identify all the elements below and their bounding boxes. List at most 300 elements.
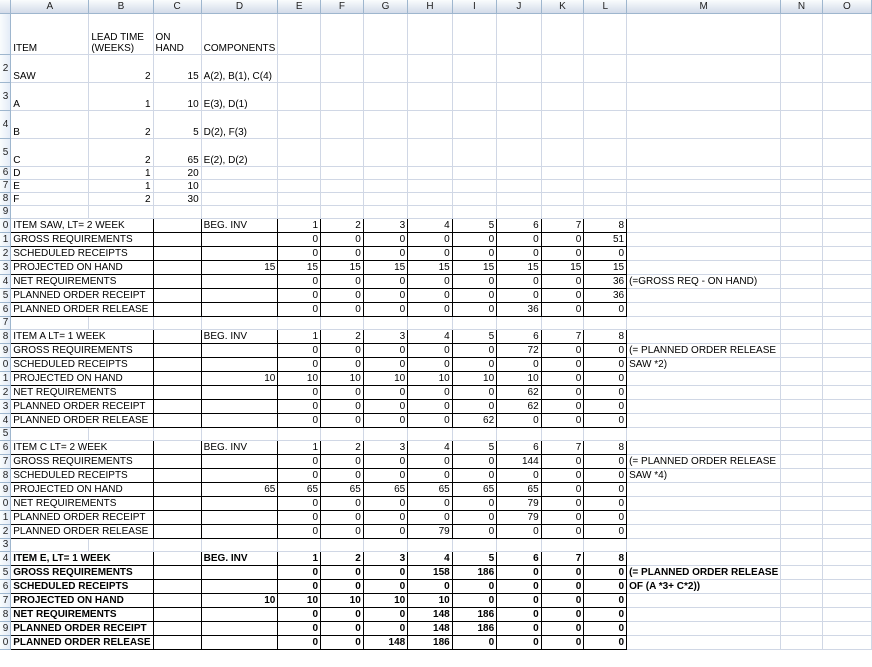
cell[interactable]: [278, 179, 321, 192]
period-value-cell[interactable]: 0: [584, 510, 627, 524]
item-name-cell[interactable]: B: [11, 110, 89, 138]
period-value-cell[interactable]: 0: [541, 357, 584, 371]
cell[interactable]: [781, 621, 822, 635]
beginning-inventory-cell[interactable]: BEG. INV: [201, 329, 278, 343]
column-header[interactable]: A: [11, 0, 89, 13]
cell[interactable]: [781, 440, 822, 454]
period-value-cell[interactable]: 0: [363, 246, 407, 260]
cell[interactable]: [822, 166, 871, 179]
cell[interactable]: [781, 635, 822, 649]
period-value-cell[interactable]: 0: [452, 385, 496, 399]
cell[interactable]: [822, 565, 871, 579]
period-value-cell[interactable]: 0: [584, 565, 627, 579]
cell[interactable]: [153, 218, 201, 232]
column-header[interactable]: B: [89, 0, 153, 13]
period-value-cell[interactable]: 0: [321, 607, 364, 621]
on-hand-cell[interactable]: 65: [153, 138, 201, 166]
lead-time-cell[interactable]: 1: [89, 166, 153, 179]
cell[interactable]: [781, 371, 822, 385]
period-value-cell[interactable]: 0: [321, 579, 364, 593]
beginning-inventory-cell[interactable]: [201, 385, 278, 399]
cell[interactable]: [822, 54, 871, 82]
period-value-cell[interactable]: 0: [584, 413, 627, 427]
row-header[interactable]: 4: [0, 551, 11, 565]
period-value-cell[interactable]: 0: [278, 565, 321, 579]
row-header[interactable]: 3: [0, 82, 11, 110]
period-value-cell[interactable]: 36: [584, 274, 627, 288]
beginning-inventory-cell[interactable]: [201, 413, 278, 427]
lead-time-column-header[interactable]: LEAD TIME (WEEKS): [89, 13, 153, 54]
period-value-cell[interactable]: 0: [321, 496, 364, 510]
cell[interactable]: [822, 427, 871, 440]
period-value-cell[interactable]: 0: [321, 385, 364, 399]
period-value-cell[interactable]: 6: [497, 329, 541, 343]
cell[interactable]: [452, 427, 496, 440]
period-value-cell[interactable]: 0: [541, 565, 584, 579]
period-value-cell[interactable]: 3: [363, 329, 407, 343]
row-header[interactable]: 2: [0, 54, 11, 82]
period-value-cell[interactable]: 0: [363, 607, 407, 621]
period-value-cell[interactable]: 79: [497, 496, 541, 510]
row-header[interactable]: 3: [0, 260, 11, 274]
components-column-header[interactable]: COMPONENTS: [201, 13, 278, 54]
period-value-cell[interactable]: 7: [541, 329, 584, 343]
period-value-cell[interactable]: 0: [584, 399, 627, 413]
cell[interactable]: [321, 538, 364, 551]
period-value-cell[interactable]: 3: [363, 440, 407, 454]
cell[interactable]: [822, 179, 871, 192]
period-value-cell[interactable]: 0: [584, 302, 627, 316]
cell[interactable]: [408, 166, 452, 179]
cell[interactable]: [408, 205, 452, 218]
period-value-cell[interactable]: 0: [363, 413, 407, 427]
period-value-cell[interactable]: 0: [584, 371, 627, 385]
period-value-cell[interactable]: 4: [408, 329, 452, 343]
beginning-inventory-cell[interactable]: [201, 274, 278, 288]
period-value-cell[interactable]: 5: [452, 440, 496, 454]
row-header[interactable]: 0: [0, 635, 11, 649]
period-value-cell[interactable]: 2: [321, 329, 364, 343]
period-value-cell[interactable]: 0: [278, 343, 321, 357]
period-value-cell[interactable]: 0: [363, 468, 407, 482]
row-header[interactable]: 3: [0, 399, 11, 413]
mrp-row-label[interactable]: GROSS REQUIREMENTS: [11, 232, 153, 246]
formula-note[interactable]: [627, 510, 781, 524]
period-value-cell[interactable]: 0: [541, 579, 584, 593]
period-value-cell[interactable]: 0: [321, 302, 364, 316]
formula-note[interactable]: (= PLANNED ORDER RELEASE: [627, 343, 781, 357]
period-value-cell[interactable]: 0: [541, 621, 584, 635]
period-value-cell[interactable]: 186: [452, 621, 496, 635]
period-value-cell[interactable]: 0: [408, 385, 452, 399]
cell[interactable]: [627, 427, 781, 440]
period-value-cell[interactable]: 0: [278, 635, 321, 649]
period-value-cell[interactable]: 0: [452, 468, 496, 482]
cell[interactable]: [781, 357, 822, 371]
period-value-cell[interactable]: 10: [408, 593, 452, 607]
cell[interactable]: [822, 192, 871, 205]
period-value-cell[interactable]: 0: [278, 579, 321, 593]
row-header[interactable]: 7: [0, 316, 11, 329]
lead-time-cell[interactable]: 1: [89, 82, 153, 110]
cell[interactable]: [781, 593, 822, 607]
cell[interactable]: [201, 538, 278, 551]
cell[interactable]: [822, 524, 871, 538]
cell[interactable]: [153, 635, 201, 649]
row-header[interactable]: 1: [0, 510, 11, 524]
cell[interactable]: [781, 524, 822, 538]
beginning-inventory-cell[interactable]: [201, 302, 278, 316]
cell[interactable]: [781, 260, 822, 274]
row-header[interactable]: 3: [0, 538, 11, 551]
period-value-cell[interactable]: 0: [541, 593, 584, 607]
row-header[interactable]: 6: [0, 440, 11, 454]
cell[interactable]: [822, 232, 871, 246]
cell[interactable]: [822, 579, 871, 593]
period-value-cell[interactable]: 51: [584, 232, 627, 246]
period-value-cell[interactable]: 0: [321, 288, 364, 302]
period-value-cell[interactable]: 0: [363, 385, 407, 399]
period-value-cell[interactable]: 0: [452, 593, 496, 607]
on-hand-column-header[interactable]: ON HAND: [153, 13, 201, 54]
formula-note[interactable]: [627, 385, 781, 399]
cell[interactable]: [363, 179, 407, 192]
period-value-cell[interactable]: 186: [408, 635, 452, 649]
cell[interactable]: [584, 13, 627, 54]
period-value-cell[interactable]: 0: [408, 399, 452, 413]
cell[interactable]: [201, 427, 278, 440]
period-value-cell[interactable]: 0: [278, 510, 321, 524]
beginning-inventory-cell[interactable]: [201, 621, 278, 635]
row-header[interactable]: 7: [0, 454, 11, 468]
row-header[interactable]: 0: [0, 496, 11, 510]
period-value-cell[interactable]: 0: [452, 496, 496, 510]
cell[interactable]: [822, 246, 871, 260]
period-value-cell[interactable]: 0: [408, 288, 452, 302]
period-value-cell[interactable]: 0: [278, 468, 321, 482]
period-value-cell[interactable]: 0: [497, 468, 541, 482]
mrp-row-label[interactable]: PLANNED ORDER RELEASE: [11, 635, 153, 649]
cell[interactable]: [321, 82, 364, 110]
cell[interactable]: [153, 621, 201, 635]
period-value-cell[interactable]: 65: [278, 482, 321, 496]
cell[interactable]: [153, 593, 201, 607]
cell[interactable]: [781, 54, 822, 82]
period-value-cell[interactable]: 186: [452, 607, 496, 621]
lead-time-cell[interactable]: 2: [89, 54, 153, 82]
period-value-cell[interactable]: 0: [278, 621, 321, 635]
beginning-inventory-cell[interactable]: [201, 579, 278, 593]
cell[interactable]: [781, 110, 822, 138]
period-value-cell[interactable]: 65: [363, 482, 407, 496]
item-column-header[interactable]: ITEM: [11, 13, 89, 54]
cell[interactable]: [153, 357, 201, 371]
cell[interactable]: [153, 246, 201, 260]
period-value-cell[interactable]: 65: [452, 482, 496, 496]
period-value-cell[interactable]: 8: [584, 551, 627, 565]
cell[interactable]: [153, 496, 201, 510]
period-value-cell[interactable]: 1: [278, 551, 321, 565]
period-value-cell[interactable]: 0: [321, 413, 364, 427]
period-value-cell[interactable]: 0: [541, 482, 584, 496]
mrp-row-label[interactable]: SCHEDULED RECEIPTS: [11, 357, 153, 371]
cell[interactable]: [11, 538, 89, 551]
period-value-cell[interactable]: 0: [497, 274, 541, 288]
beginning-inventory-cell[interactable]: [201, 246, 278, 260]
period-value-cell[interactable]: 0: [321, 565, 364, 579]
cell[interactable]: [153, 274, 201, 288]
cell[interactable]: [363, 82, 407, 110]
select-all-corner[interactable]: [0, 0, 11, 13]
period-value-cell[interactable]: 0: [541, 385, 584, 399]
beginning-inventory-cell[interactable]: [201, 468, 278, 482]
formula-note[interactable]: [627, 232, 781, 246]
period-value-cell[interactable]: 0: [408, 357, 452, 371]
cell[interactable]: [627, 179, 781, 192]
cell[interactable]: [153, 288, 201, 302]
cell[interactable]: [452, 179, 496, 192]
cell[interactable]: [321, 427, 364, 440]
cell[interactable]: [781, 607, 822, 621]
components-cell[interactable]: [201, 179, 278, 192]
cell[interactable]: [822, 510, 871, 524]
period-value-cell[interactable]: 0: [584, 579, 627, 593]
period-value-cell[interactable]: 0: [363, 357, 407, 371]
mrp-row-label[interactable]: ITEM SAW, LT= 2 WEEK: [11, 218, 153, 232]
period-value-cell[interactable]: 15: [584, 260, 627, 274]
cell[interactable]: [153, 316, 201, 329]
formula-note[interactable]: [627, 482, 781, 496]
formula-note[interactable]: (= PLANNED ORDER RELEASE: [627, 565, 781, 579]
cell[interactable]: [408, 110, 452, 138]
period-value-cell[interactable]: 0: [541, 454, 584, 468]
period-value-cell[interactable]: 62: [497, 399, 541, 413]
formula-note[interactable]: [627, 621, 781, 635]
period-value-cell[interactable]: 36: [584, 288, 627, 302]
cell[interactable]: [781, 329, 822, 343]
period-value-cell[interactable]: 0: [408, 413, 452, 427]
row-header[interactable]: 2: [0, 246, 11, 260]
period-value-cell[interactable]: 0: [363, 579, 407, 593]
mrp-row-label[interactable]: SCHEDULED RECEIPTS: [11, 468, 153, 482]
column-header[interactable]: L: [584, 0, 627, 13]
period-value-cell[interactable]: 0: [452, 357, 496, 371]
cell[interactable]: [321, 205, 364, 218]
beginning-inventory-cell[interactable]: BEG. INV: [201, 440, 278, 454]
item-name-cell[interactable]: C: [11, 138, 89, 166]
cell[interactable]: [627, 13, 781, 54]
period-value-cell[interactable]: 0: [321, 232, 364, 246]
period-value-cell[interactable]: 0: [278, 399, 321, 413]
beginning-inventory-cell[interactable]: [201, 454, 278, 468]
cell[interactable]: [497, 54, 541, 82]
cell[interactable]: [408, 179, 452, 192]
row-header[interactable]: 5: [0, 138, 11, 166]
period-value-cell[interactable]: 0: [584, 246, 627, 260]
cell[interactable]: [781, 510, 822, 524]
cell[interactable]: [822, 607, 871, 621]
cell[interactable]: [822, 110, 871, 138]
period-value-cell[interactable]: 0: [541, 510, 584, 524]
cell[interactable]: [541, 538, 584, 551]
period-value-cell[interactable]: 62: [452, 413, 496, 427]
cell[interactable]: [781, 302, 822, 316]
period-value-cell[interactable]: 10: [408, 371, 452, 385]
cell[interactable]: [278, 205, 321, 218]
period-value-cell[interactable]: 0: [497, 246, 541, 260]
cell[interactable]: [363, 192, 407, 205]
formula-note[interactable]: [627, 260, 781, 274]
cell[interactable]: [153, 427, 201, 440]
cell[interactable]: [541, 110, 584, 138]
row-header[interactable]: 5: [0, 288, 11, 302]
components-cell[interactable]: D(2), F(3): [201, 110, 278, 138]
cell[interactable]: [822, 205, 871, 218]
cell[interactable]: [363, 138, 407, 166]
period-value-cell[interactable]: 0: [278, 288, 321, 302]
cell[interactable]: [822, 357, 871, 371]
cell[interactable]: [781, 427, 822, 440]
cell[interactable]: [627, 205, 781, 218]
cell[interactable]: [822, 482, 871, 496]
period-value-cell[interactable]: 0: [584, 621, 627, 635]
cell[interactable]: [822, 371, 871, 385]
period-value-cell[interactable]: 0: [497, 357, 541, 371]
cell[interactable]: [781, 496, 822, 510]
period-value-cell[interactable]: 0: [278, 496, 321, 510]
cell[interactable]: [781, 138, 822, 166]
cell[interactable]: [822, 218, 871, 232]
mrp-row-label[interactable]: GROSS REQUIREMENTS: [11, 343, 153, 357]
period-value-cell[interactable]: 0: [363, 565, 407, 579]
period-value-cell[interactable]: 0: [541, 524, 584, 538]
cell[interactable]: [822, 343, 871, 357]
period-value-cell[interactable]: 0: [541, 246, 584, 260]
period-value-cell[interactable]: 0: [497, 524, 541, 538]
period-value-cell[interactable]: 0: [321, 621, 364, 635]
beginning-inventory-cell[interactable]: [201, 510, 278, 524]
period-value-cell[interactable]: 0: [541, 288, 584, 302]
period-value-cell[interactable]: 0: [497, 288, 541, 302]
period-value-cell[interactable]: 0: [321, 635, 364, 649]
period-value-cell[interactable]: 0: [452, 510, 496, 524]
period-value-cell[interactable]: 0: [452, 399, 496, 413]
period-value-cell[interactable]: 5: [452, 329, 496, 343]
beginning-inventory-cell[interactable]: [201, 288, 278, 302]
column-header[interactable]: E: [278, 0, 321, 13]
period-value-cell[interactable]: 0: [278, 246, 321, 260]
formula-note[interactable]: [627, 524, 781, 538]
period-value-cell[interactable]: 10: [497, 371, 541, 385]
cell[interactable]: [584, 138, 627, 166]
cell[interactable]: [541, 205, 584, 218]
row-header[interactable]: 0: [0, 357, 11, 371]
period-value-cell[interactable]: 0: [497, 565, 541, 579]
period-value-cell[interactable]: 2: [321, 551, 364, 565]
cell[interactable]: [153, 385, 201, 399]
beginning-inventory-cell[interactable]: [201, 635, 278, 649]
cell[interactable]: [822, 496, 871, 510]
period-value-cell[interactable]: 6: [497, 218, 541, 232]
cell[interactable]: [781, 205, 822, 218]
components-cell[interactable]: E(3), D(1): [201, 82, 278, 110]
period-value-cell[interactable]: 0: [278, 274, 321, 288]
period-value-cell[interactable]: 36: [497, 302, 541, 316]
column-header[interactable]: K: [541, 0, 584, 13]
period-value-cell[interactable]: 8: [584, 440, 627, 454]
period-value-cell[interactable]: 0: [584, 607, 627, 621]
cell[interactable]: [627, 166, 781, 179]
formula-note[interactable]: (=GROSS REQ - ON HAND): [627, 274, 781, 288]
period-value-cell[interactable]: 0: [584, 593, 627, 607]
cell[interactable]: [363, 427, 407, 440]
period-value-cell[interactable]: 8: [584, 218, 627, 232]
period-value-cell[interactable]: 7: [541, 551, 584, 565]
components-cell[interactable]: [201, 166, 278, 179]
period-value-cell[interactable]: 62: [497, 385, 541, 399]
period-value-cell[interactable]: 0: [541, 468, 584, 482]
beginning-inventory-cell[interactable]: [201, 343, 278, 357]
lead-time-cell[interactable]: 2: [89, 192, 153, 205]
cell[interactable]: [627, 110, 781, 138]
cell[interactable]: [497, 13, 541, 54]
mrp-row-label[interactable]: PLANNED ORDER RELEASE: [11, 413, 153, 427]
row-header[interactable]: 8: [0, 468, 11, 482]
period-value-cell[interactable]: 4: [408, 551, 452, 565]
cell[interactable]: [452, 192, 496, 205]
period-value-cell[interactable]: 0: [584, 524, 627, 538]
cell[interactable]: [822, 468, 871, 482]
cell[interactable]: [781, 399, 822, 413]
column-header[interactable]: H: [408, 0, 452, 13]
period-value-cell[interactable]: 0: [497, 413, 541, 427]
formula-note[interactable]: OF (A *3+ C*2)): [627, 579, 781, 593]
period-value-cell[interactable]: 4: [408, 440, 452, 454]
mrp-row-label[interactable]: PROJECTED ON HAND: [11, 371, 153, 385]
period-value-cell[interactable]: 15: [278, 260, 321, 274]
period-value-cell[interactable]: 10: [363, 371, 407, 385]
beginning-inventory-cell[interactable]: BEG. INV: [201, 218, 278, 232]
period-value-cell[interactable]: 0: [541, 607, 584, 621]
cell[interactable]: [541, 427, 584, 440]
cell[interactable]: [153, 551, 201, 565]
period-value-cell[interactable]: 0: [278, 357, 321, 371]
period-value-cell[interactable]: 0: [363, 302, 407, 316]
period-value-cell[interactable]: 0: [321, 399, 364, 413]
cell[interactable]: [541, 316, 584, 329]
formula-note[interactable]: (= PLANNED ORDER RELEASE: [627, 454, 781, 468]
on-hand-cell[interactable]: 10: [153, 179, 201, 192]
cell[interactable]: [497, 538, 541, 551]
period-value-cell[interactable]: 10: [321, 593, 364, 607]
mrp-row-label[interactable]: PROJECTED ON HAND: [11, 482, 153, 496]
mrp-row-label[interactable]: ITEM A LT= 1 WEEK: [11, 329, 153, 343]
cell[interactable]: [781, 288, 822, 302]
cell[interactable]: [822, 329, 871, 343]
cell[interactable]: [89, 205, 153, 218]
period-value-cell[interactable]: 0: [584, 343, 627, 357]
period-value-cell[interactable]: 0: [584, 385, 627, 399]
formula-note[interactable]: [627, 635, 781, 649]
period-value-cell[interactable]: 0: [452, 635, 496, 649]
cell[interactable]: [822, 454, 871, 468]
beginning-inventory-cell[interactable]: [201, 399, 278, 413]
cell[interactable]: [781, 551, 822, 565]
cell[interactable]: [278, 316, 321, 329]
cell[interactable]: [363, 110, 407, 138]
cell[interactable]: [153, 413, 201, 427]
period-value-cell[interactable]: 0: [452, 524, 496, 538]
